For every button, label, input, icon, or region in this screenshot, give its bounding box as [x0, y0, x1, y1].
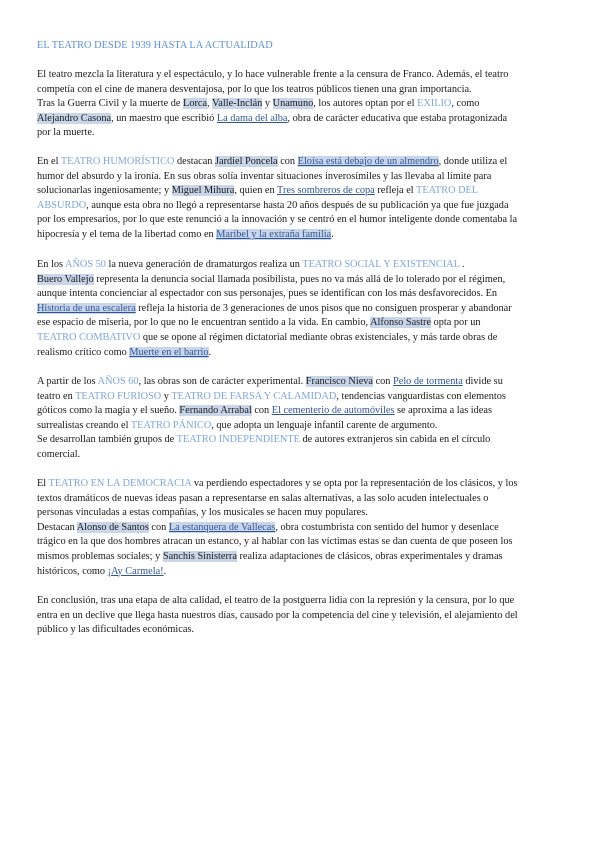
paragraph-democracia — [37, 477, 572, 579]
heading-anos-50: AÑOS 50 — [65, 259, 106, 270]
document-title: EL TEATRO DESDE 1939 HASTA LA ACTUALIDAD — [37, 40, 273, 51]
text-segment: , obra de carácter educativa que estaba protagonizada — [287, 112, 508, 124]
text-segment: opta por un — [431, 317, 481, 329]
text-segment: , donde utiliza el — [438, 156, 508, 167]
text-line — [37, 331, 572, 346]
text-line: En conclusión, tras una etapa de alta calidad, el teatro de la postguerra lidia con la represión y la censura, por lo que — [37, 595, 515, 606]
heading-anos-60: AÑOS 60 — [97, 376, 139, 387]
text-segment: , las obras son de carácter experimental. — [138, 376, 306, 387]
paragraph-intro — [37, 68, 572, 141]
work-historia-escalera: Historia de una escalera — [37, 302, 136, 314]
text-segment: El — [37, 478, 49, 489]
text-line — [37, 302, 572, 317]
author-buero-vallejo: Buero Vallejo — [37, 273, 94, 285]
text-segment: históricos, como — [37, 565, 108, 577]
text-line — [37, 184, 572, 199]
text-segment: En el — [37, 156, 61, 167]
text-segment: góticos como la magia y el sueño. — [37, 405, 180, 417]
text-segment: A partir de los — [37, 376, 98, 387]
text-segment: , como — [451, 98, 480, 110]
text-segment: , — [207, 98, 213, 110]
text-line: competía con el cine de manera desventajosa, por lo que los teatros públicos tienen una gran importancia. — [37, 83, 472, 95]
text-line — [37, 477, 572, 492]
heading-teatro-humoristico: TEATRO HUMORÍSTICO — [60, 156, 175, 167]
text-line — [37, 97, 572, 112]
text-segment: con — [148, 521, 169, 533]
heading-exilio: EXILIO — [417, 98, 452, 110]
author-francisco-nieva: Francisco Nieva — [305, 376, 373, 387]
heading-teatro-social: TEATRO SOCIAL Y EXISTENCIAL — [302, 259, 460, 270]
text-line — [37, 228, 572, 243]
text-segment: surrealistas creando el — [37, 419, 131, 431]
text-segment: y — [161, 390, 172, 402]
work-tres-sombreros: Tres sombreros de copa — [277, 185, 375, 197]
paragraph-anos-50 — [37, 258, 572, 360]
text-line: por la muerte. — [37, 127, 95, 139]
paragraph-humoristico — [37, 155, 572, 243]
text-segment: divide su — [462, 376, 503, 387]
text-segment: mismos problemas sociales; y — [37, 550, 163, 562]
text-line — [37, 375, 572, 390]
author-jardiel-poncela: Jardiel Poncela — [215, 156, 278, 167]
text-segment: con — [251, 405, 272, 417]
text-line: humor del absurdo y la ironía. En sus obras solía inventar situaciones inverosímiles y las llevaba al límite para — [37, 170, 492, 182]
text-segment: solucionarlas ingeniosamente; y — [37, 185, 172, 197]
text-segment: realiza adaptaciones de clásicos, obras experimentales y dramas — [236, 550, 503, 562]
text-segment: Tras la Guerra Civil y la muerte de — [37, 98, 184, 110]
text-segment: destacan — [174, 156, 216, 167]
text-line — [37, 258, 572, 273]
text-segment: teatro en — [37, 390, 76, 402]
heading-absurdo: ABSURDO — [37, 199, 87, 211]
text-segment: se aproxima a las ideas — [394, 405, 492, 417]
text-line — [37, 316, 572, 331]
work-eloisa: Eloísa está debajo de un almendro — [297, 156, 439, 167]
text-segment: con — [277, 156, 298, 167]
heading-teatro-democracia: TEATRO EN LA DEMOCRACIA — [48, 478, 192, 489]
text-segment: de autores extranjeros sin cabida en el círculo — [299, 434, 491, 446]
author-lorca: Lorca — [183, 98, 208, 110]
text-segment: refleja la historia de 3 generaciones de unos pisos que no consiguen prosperar y abandonar — [135, 302, 512, 314]
work-cementerio: El cementerio de automóviles — [271, 405, 395, 417]
text-segment: la nueva generación de dramaturgos realiza un — [105, 259, 303, 270]
text-line — [37, 346, 572, 361]
text-line: público y las dificultades económicas. — [37, 624, 194, 636]
work-la-dama-del-alba: La dama del alba — [216, 112, 288, 124]
text-segment: Se desarrollan también grupos de — [37, 434, 177, 446]
author-alonso-de-santos: Alonso de Santos — [76, 521, 149, 533]
text-line: textos dramáticos de nuevas ideas pasan a representarse en salas alternativas, a las solo acuden intelectuales o — [37, 492, 489, 504]
text-line — [37, 419, 572, 434]
text-line — [37, 155, 572, 170]
work-pelo-de-tormenta: Pelo de tormenta — [393, 376, 463, 387]
text-segment: , un maestro que escribió — [111, 112, 217, 124]
author-casona: Alejandro Casona — [37, 112, 112, 124]
heading-teatro-independiente: TEATRO INDEPENDIENTE — [176, 434, 300, 446]
heading-teatro-panico: TEATRO PÁNICO — [130, 419, 212, 431]
work-maribel: Maribel y la extraña familia — [216, 228, 332, 240]
text-segment: . — [331, 228, 334, 240]
text-line — [37, 521, 572, 536]
work-muerte-barrio: Muerte en el barrio — [129, 346, 209, 358]
text-line — [37, 199, 572, 214]
text-line — [37, 433, 572, 448]
work-ay-carmela: ¡Ay Carmela! — [107, 565, 164, 577]
text-line — [37, 112, 572, 127]
text-segment: , obra costumbrista con sentido del humor y desenlace — [275, 521, 499, 533]
text-line — [37, 565, 572, 580]
author-fernando-arrabal: Fernando Arrabal — [179, 405, 252, 417]
heading-teatro-del-absurdo: TEATRO DEL — [416, 185, 479, 197]
text-segment: ese espacio de miseria, por lo que no le encuentran sentido a la vida. En cambio, — [37, 317, 371, 329]
text-segment: , que adopta un lenguaje infantil carente de argumento. — [211, 419, 438, 431]
text-segment: . — [163, 565, 167, 577]
text-segment: refleja el — [374, 185, 417, 197]
text-line — [37, 273, 572, 288]
text-segment: va perdiendo espectadores y se opta por la representación de los clásicos, y los — [191, 478, 518, 489]
text-line: comercial. — [37, 448, 81, 460]
text-segment: que se opone al régimen dictatorial mediante obras existenciales, y más tarde obras de — [140, 331, 498, 343]
author-valle-inclan: Valle-Inclán — [212, 98, 263, 110]
text-line — [37, 404, 572, 419]
text-line: personas vinculadas a estas compañías, y los musicales se hacen muy populares. — [37, 507, 368, 519]
author-alfonso-sastre: Alfonso Sastre — [370, 317, 432, 329]
text-segment: con — [373, 376, 394, 387]
text-line: El teatro mezcla la literatura y el espectáculo, y lo hace vulnerable frente a la censura de Franco. Además, el teatro — [37, 69, 509, 80]
text-line — [37, 390, 572, 405]
text-segment: , tendencias vanguardistas con elementos — [336, 390, 506, 402]
text-line: por los empresarios, por lo que este renunció a la innovación y se centró en el humor inteligente donde comentaba la — [37, 214, 518, 226]
text-segment: hipocresía y el tema de la libertad como en — [37, 228, 217, 240]
text-segment: realismo crítico como — [37, 346, 130, 358]
text-segment: . — [459, 259, 465, 270]
text-line: trágico en la que dos hombres atracan un estanco, y al hablar con las víctimas estas se dan cuenta de que poseen los — [37, 536, 513, 548]
author-sanchis-sinisterra: Sanchis Sinisterra — [162, 550, 237, 562]
heading-teatro-furioso: TEATRO FURIOSO — [75, 390, 162, 402]
work-estanquera: La estanquera de Vallecas — [168, 521, 276, 533]
text-segment: Destacan — [37, 521, 77, 533]
paragraph-conclusion — [37, 594, 572, 638]
author-miguel-mihura: Miguel Mihura — [171, 185, 235, 197]
text-segment: , quien en — [234, 185, 278, 197]
author-unamuno: Unamuno — [272, 98, 314, 110]
text-line — [37, 550, 572, 565]
text-segment: . — [208, 346, 212, 358]
text-segment: representa la denuncia social llamada posibilista, pues no va más allá de lo tolerado por el régimen, — [93, 273, 506, 285]
text-segment: , los autores optan por el — [313, 98, 418, 110]
paragraph-anos-60 — [37, 375, 572, 463]
text-line: aunque intenta concienciar al espectador con sus personajes, pues se identifican con los más desfavorecidos. En — [37, 288, 498, 300]
text-line: entra en un declive que llega hasta nuestros días, causado por la competencia del cine y televisión, el alejamiento del — [37, 609, 518, 621]
heading-teatro-combativo: TEATRO COMBATIVO — [37, 331, 141, 343]
text-segment: , aunque esta obra no llegó a representarse hasta 20 años después de su publicación ya que fue juzgada — [86, 199, 509, 211]
text-segment: y — [262, 98, 273, 110]
heading-teatro-farsa: TEATRO DE FARSA Y CALAMIDAD — [171, 390, 337, 402]
text-segment: En los — [37, 259, 66, 270]
